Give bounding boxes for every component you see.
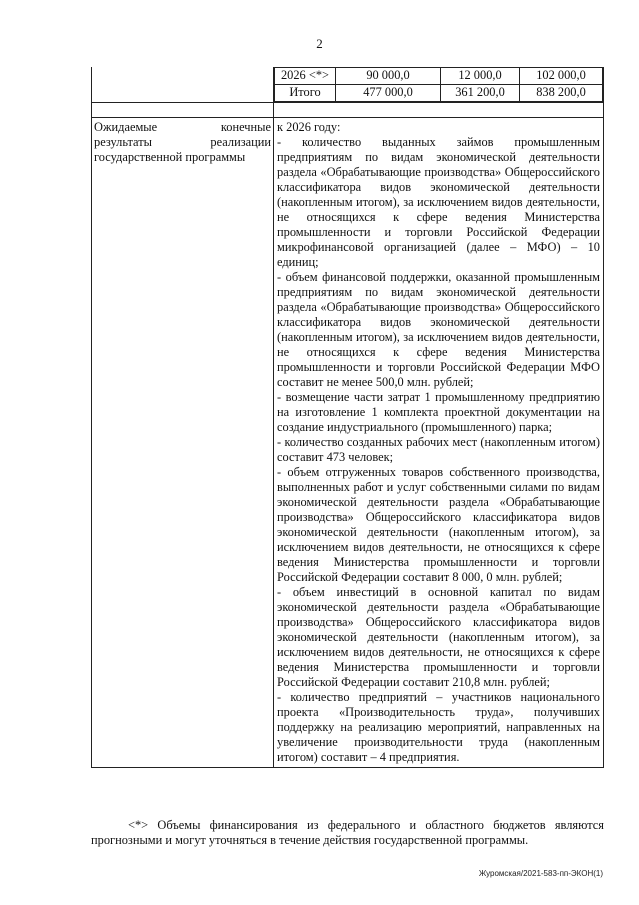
document-code: Журомская/2021-583-пп-ЭКОН(1): [478, 869, 603, 878]
footnote: <*> Объемы финансирования из федерального и областного бюджетов являются прогнозными и могут уточняться в течение действия государственной программы.: [91, 818, 604, 848]
finance-value: 477 000,0: [336, 85, 441, 102]
results-intro: к 2026 году:: [277, 120, 341, 134]
finance-row: [275, 68, 603, 85]
finance-value: 12 000,0: [441, 68, 520, 85]
finance-cell: [274, 67, 604, 103]
result-item: - количество предприятий – участников национального проекта «Производительность труда», получивших поддержку на реализацию мероприятий, направленных на увеличение производительности труда (накопленным итогом) составит – 4 предприятия.: [277, 690, 600, 764]
program-table: [91, 67, 604, 768]
finance-table: [274, 67, 603, 102]
result-item: - количество созданных рабочих мест (накопленным итогом) составит 473 человек;: [277, 435, 600, 464]
result-item: - объем финансовой поддержки, оказанной промышленным предприятиям по видам экономической деятельности раздела «Обрабатывающие производства» Общероссийского классификатора видов экономической деятельности (накопленным итогом), за исключением видов деятельности, не относящихся к сфере ведения Министерства промышленности и торговли Российской Федерации МФО составит не менее 500,0 млн. рублей;: [277, 270, 600, 389]
finance-year: 2026 <*>: [275, 68, 336, 85]
empty-left-cell: [92, 67, 274, 103]
finance-value: 361 200,0: [441, 85, 520, 102]
finance-value: 90 000,0: [336, 68, 441, 85]
results-row: [92, 118, 604, 768]
finance-row: [275, 85, 603, 102]
finance-row-group: [92, 67, 604, 103]
results-content: [274, 118, 604, 768]
spacer-cell: [92, 103, 274, 118]
finance-value: 838 200,0: [520, 85, 603, 102]
result-item: - объем отгруженных товаров собственного производства, выполненных работ и услуг собственными силами по видам экономической деятельности раздела «Обрабатывающие производства» Общероссийского классификатора видов экономической деятельности (накопленным итогом), за исключением видов деятельности, не относящихся к сфере ведения Министерства промышленности и торговли Российской Федерации составит 8 000, 0 млн. рублей;: [277, 465, 600, 584]
spacer-row: [92, 103, 604, 118]
finance-year: Итого: [275, 85, 336, 102]
result-item: - объем инвестиций в основной капитал по видам экономической деятельности раздела «Обрабатывающие производства» Общероссийского классификатора видов экономической деятельности (накопленным итогом), за исключением видов деятельности, не относящихся к сфере ведения Министерства промышленности и торговли Российской Федерации составит 210,8 млн. рублей;: [277, 585, 600, 689]
page-number: 2: [316, 36, 323, 51]
results-label: Ожидаемые конечные результаты реализации государственной программы: [92, 118, 274, 768]
result-item: - возмещение части затрат 1 промышленному предприятию на изготовление 1 комплекта проектной документации на создание индустриального (промышленного) парка;: [277, 390, 600, 434]
finance-value: 102 000,0: [520, 68, 603, 85]
spacer-cell: [274, 103, 604, 118]
result-item: - количество выданных займов промышленным предприятиям по видам экономической деятельности раздела «Обрабатывающие производства» Общероссийского классификатора видов экономической деятельности (накопленным итогом), за исключением видов деятельности, не относящихся к сфере ведения Министерства промышленности и торговли Российской Федерации микрофинансовой организацией (далее – МФО) – 10 единиц;: [277, 135, 600, 269]
